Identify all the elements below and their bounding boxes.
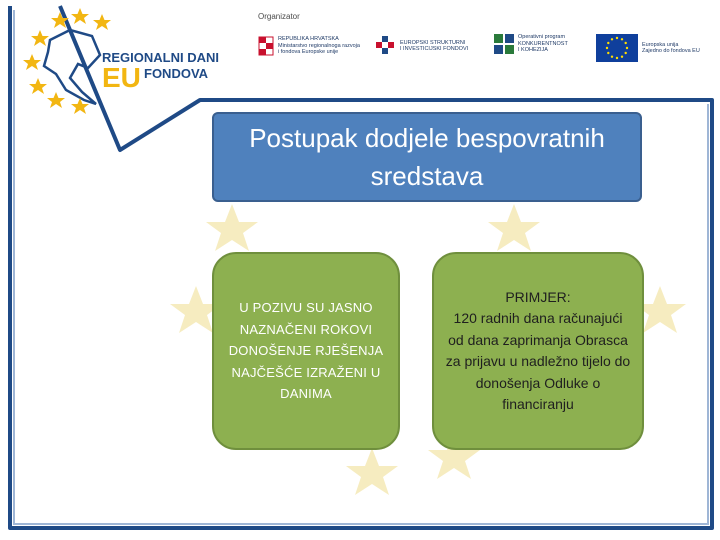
star-icon: [71, 8, 89, 24]
star-icon: [93, 14, 111, 30]
organizer-label: Organizator: [258, 12, 300, 21]
esi-funds-logo: [376, 36, 468, 56]
slide-title: [212, 112, 642, 202]
brand-line1: REGIONALNI DANI: [102, 50, 219, 65]
brand-eu: EU: [102, 62, 141, 93]
star-icon: [206, 204, 258, 251]
left-box-text: U POZIVU SU JASNO NAZNAČENI ROKOVI DONOŠENJE RJEŠENJA NAJČEŠĆE IZRAŽENI U DANIMA: [228, 300, 384, 402]
crest-icon: [258, 36, 274, 56]
esi-text: EUROPSKI STRUKTURNI I INVESTICIJSKI FONDOVI: [400, 39, 469, 52]
right-box-heading: PRIMJER:: [505, 288, 571, 305]
eu-logo: [596, 34, 700, 62]
right-box-body: 120 radnih dana računajući od dana zaprimanja Obrasca za prijavu u nadležno tijelo do donošenja Odluke o financiranju: [445, 310, 631, 412]
star-icon: [488, 204, 540, 251]
esi-icon: [376, 36, 396, 56]
opcc-icon: [494, 34, 514, 54]
star-icon: [23, 54, 41, 70]
star-icon: [29, 78, 47, 94]
left-info-box: [212, 252, 400, 450]
slide-title-text: Postupak dodjele bespovratnih sredstava: [249, 123, 605, 191]
opcc-logo: [494, 34, 568, 54]
right-info-box: [432, 252, 644, 450]
star-icon: [346, 448, 398, 495]
star-icon: [47, 92, 65, 108]
eu-text: Europska unija Zajedno do fondova EU: [642, 41, 700, 54]
opcc-text: Operativni program KONKURENTNOST I KOHEZIJA: [518, 34, 568, 54]
ministry-logo: [258, 36, 360, 56]
right-box-content: [434, 287, 642, 416]
croatia-map-icon: [44, 30, 100, 104]
ministry-text: REPUBLIKA HRVATSKA Ministarstvo regionalnoga razvoja i fondova Europske unije: [278, 36, 360, 56]
brand-line2: FONDOVA: [144, 66, 209, 81]
star-icon: [31, 30, 49, 46]
eu-flag-icon: [596, 34, 638, 62]
